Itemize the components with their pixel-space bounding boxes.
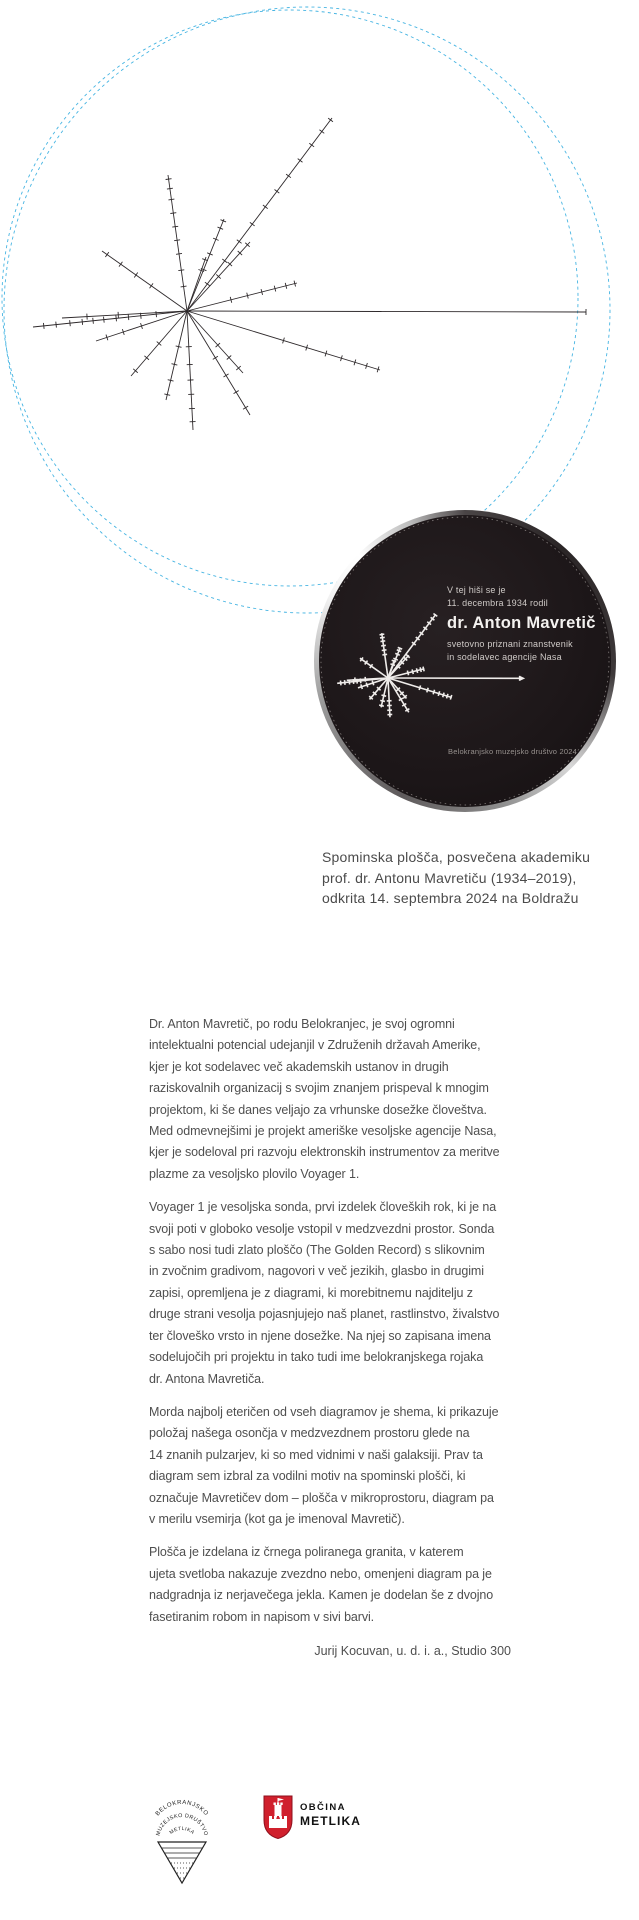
paragraph-2-line-4: in zvočnim gradivom, nagovori v več jezikih, glasbo in drugimi <box>149 1264 484 1279</box>
paragraph-1-line-5: projektom, ki še danes veljajo za vrhunske dosežke človeštva. <box>149 1102 487 1117</box>
memorial-plaque <box>314 510 616 812</box>
municipality-name <box>300 1802 361 1828</box>
paragraph-4-line-3: nadgradnja iz nerjavečega jekla. Kamen je dodelan še z dvojno <box>149 1588 494 1603</box>
paragraph-2-line-5: zapisi, opremljena je z diagrami, ki morebitnemu najditelju z <box>149 1285 473 1300</box>
signature: Jurij Kocuvan, u. d. i. a., Studio 300 <box>314 1643 511 1658</box>
paragraph-1-line-3: kjer je kot sodelavec več akademskih ustanov in drugih <box>149 1059 449 1074</box>
article-body <box>149 1014 511 1658</box>
plaque-footer: Belokranjsko muzejsko društvo 2024 <box>448 747 577 756</box>
paragraphs <box>149 1014 511 1628</box>
plaque-line-2: 11. decembra 1934 rodil <box>447 598 548 608</box>
paragraph-3 <box>149 1402 511 1530</box>
metlika-coat-of-arms-icon <box>262 1794 294 1840</box>
municipality-line-2: METLIKA <box>300 1814 362 1828</box>
paragraph-1 <box>149 1014 511 1185</box>
paragraph-2-line-2: svoji poti v globoko vesolje vstopil v medzvezdni prostor. Sonda <box>149 1221 495 1236</box>
caption-line-1: Spominska plošča, posvečena akademiku <box>322 849 591 865</box>
svg-text:BELOKRANJSKO: BELOKRANJSKO <box>154 1799 210 1818</box>
paragraph-3-line-5: označuje Mavretičev dom – plošča v mikroprostoru, diagram pa <box>149 1490 494 1505</box>
paragraph-1-line-1: Dr. Anton Mavretič, po rodu Belokranjec, je svoj ogromni <box>149 1017 455 1031</box>
paragraph-3-line-4: diagram sem izbral za vodilni motiv na spominski plošči, ki <box>149 1469 466 1484</box>
paragraph-3-line-2: položaj našega osončja v medzvezdnem prostoru glede na <box>149 1426 470 1441</box>
museum-society-logo-icon <box>146 1790 218 1886</box>
svg-text:METLIKA: METLIKA <box>168 1825 196 1836</box>
plaque-line-1: V tej hiši se je <box>447 585 506 595</box>
paragraph-4-line-2: ujeta svetloba nakazuje zvezdno nebo, omenjeni diagram pa je <box>149 1566 492 1581</box>
paragraph-2-line-9: dr. Antona Mavretiča. <box>149 1371 265 1386</box>
paragraph-4 <box>149 1542 511 1628</box>
paragraph-1-line-7: kjer je sodeloval pri razvoju elektronskih instrumentov za meritve <box>149 1145 500 1160</box>
plaque-line-3: svetovno priznani znanstvenik <box>447 639 573 649</box>
paragraph-1-line-8: plazme za vesoljsko plovilo Voyager 1. <box>149 1166 360 1181</box>
paragraph-4-line-1: Plošča je izdelana iz črnega poliranega granita, v katerem <box>149 1545 464 1560</box>
paragraph-3-line-3: 14 znanih pulzarjev, ki so med vidnimi v naši galaksiji. Prav ta <box>149 1447 483 1462</box>
paragraph-2-line-7: ter človeško vrsto in njene dosežke. Na njej so zapisana imena <box>149 1328 491 1343</box>
plaque-text-block <box>447 584 596 664</box>
paragraph-3-line-1: Morda najbolj eteričen od vseh diagramov je shema, ki prikazuje <box>149 1404 499 1419</box>
paragraph-2-line-3: s sabo nosi tudi zlato ploščo (The Golden Record) s slikovnim <box>149 1243 485 1258</box>
caption-line-3: odkrita 14. septembra 2024 na Boldražu <box>322 890 579 906</box>
paragraph-2-line-1: Voyager 1 je vesoljska sonda, prvi izdelek človeških rok, ki je na <box>149 1200 497 1215</box>
paragraph-2-line-8: sodelujočih pri projektu in tako tudi ime belokranjskega rojaka <box>149 1350 484 1365</box>
paragraph-1-line-4: raziskovalnih organizacij s svojim znanjem prispeval k mnogim <box>149 1081 489 1096</box>
paragraph-2-line-6: druge strani vesolja pojasnjujejo naš planet, rastlinstvo, živalstvo <box>149 1307 500 1322</box>
paragraph-1-line-2: intelektualni potencial udejanjil v Združenih državah Amerike, <box>149 1038 481 1053</box>
plaque-line-4: in sodelavec agencije Nasa <box>447 652 562 662</box>
caption-line-2: prof. dr. Antonu Mavretiču (1934–2019), <box>322 869 577 886</box>
paragraph-3-line-6: v merilu vsemirja (kot ga je imenoval Mavretič). <box>149 1511 405 1526</box>
paragraph-4-line-4: fasetiranim robom in napisom v sivi barvi. <box>149 1609 375 1624</box>
paragraph-1-line-6: Med odmevnejšimi je projekt ameriške vesoljske agencije Nasa, <box>149 1124 497 1139</box>
svg-text:MUZEJSKO DRUŠTVO: MUZEJSKO DRUŠTVO <box>155 1812 209 1837</box>
paragraph-2 <box>149 1197 511 1390</box>
plaque-name: dr. Anton Mavretič <box>447 614 596 632</box>
photo-caption <box>322 847 590 909</box>
municipality-line-1: OBČINA <box>300 1802 346 1813</box>
